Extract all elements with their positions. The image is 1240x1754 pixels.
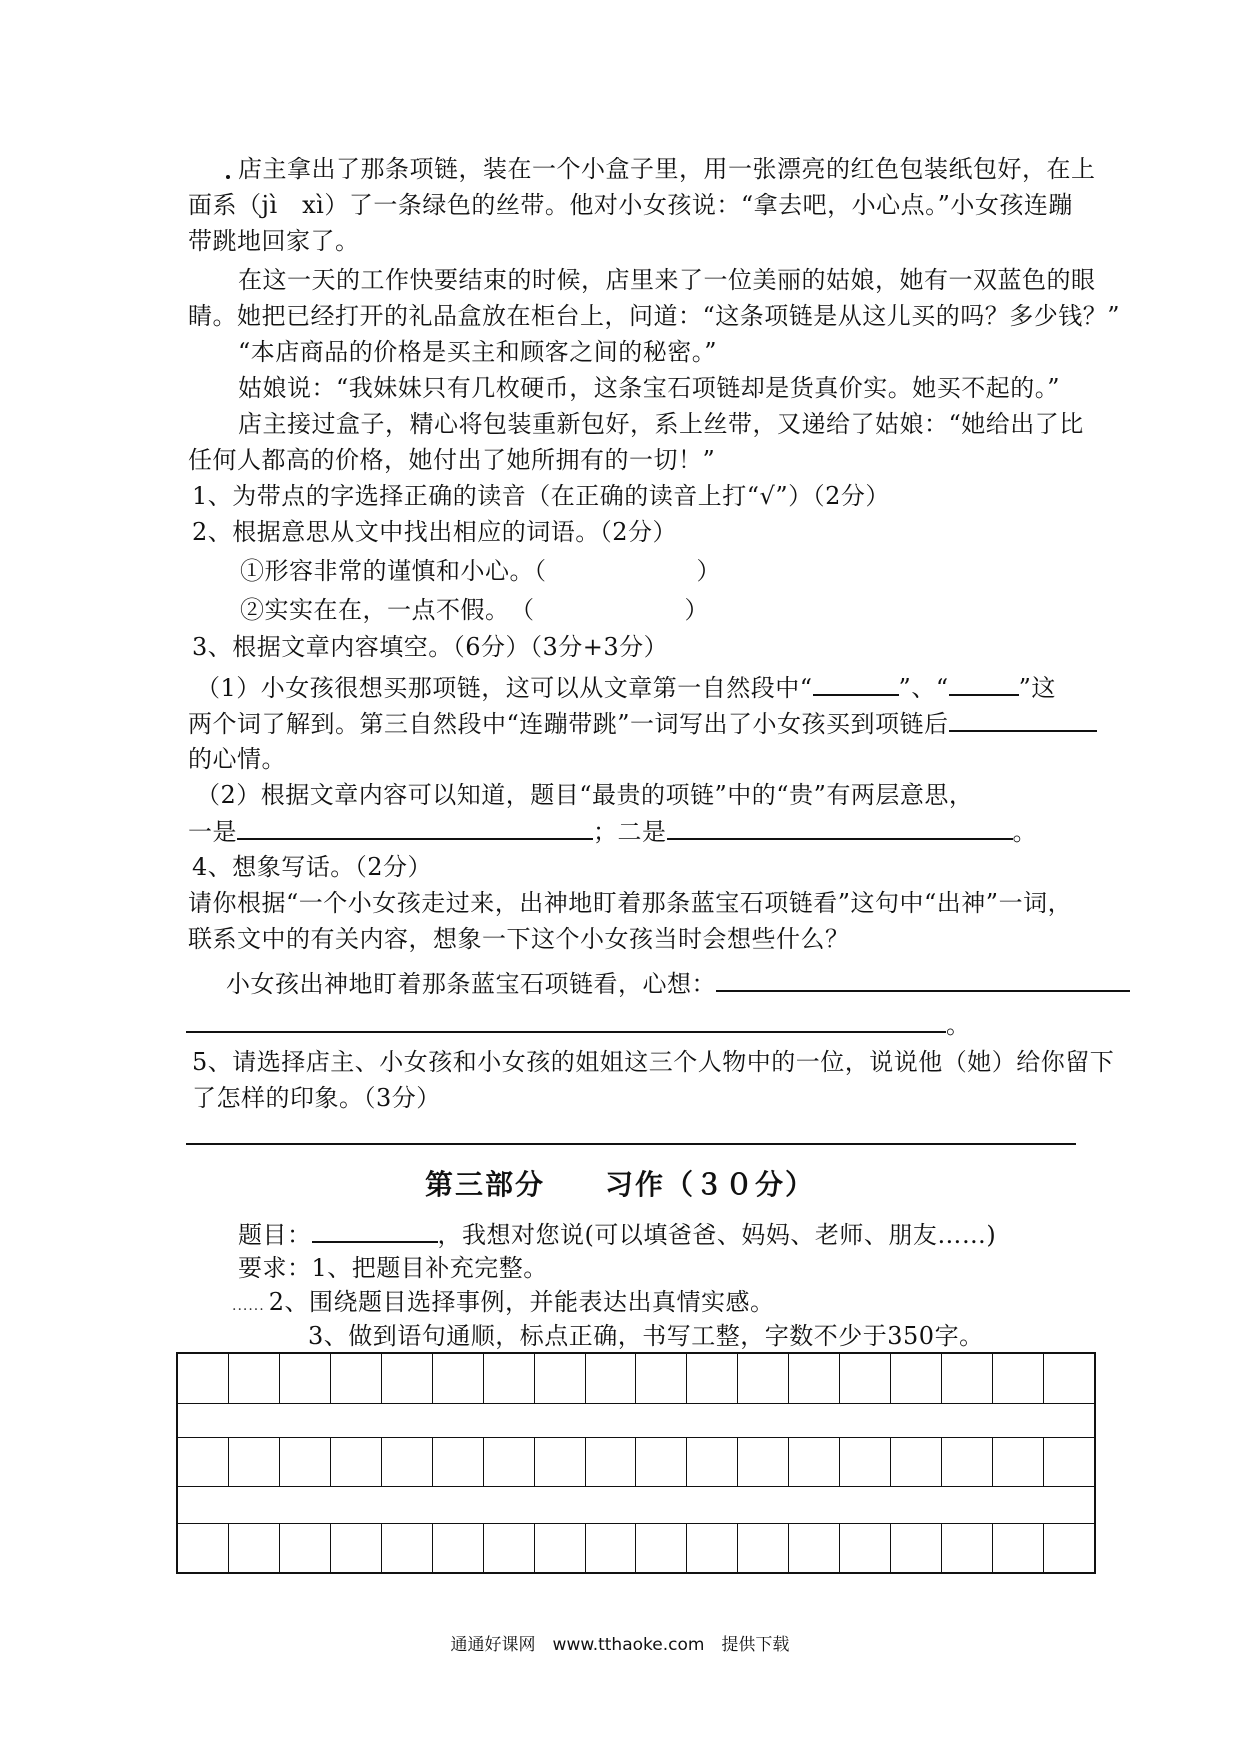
grid-line: [178, 1403, 1094, 1404]
grid-cell[interactable]: [891, 1437, 942, 1486]
grid-cell[interactable]: [942, 1437, 993, 1486]
essay-topic-blank[interactable]: [312, 1217, 438, 1243]
grid-cell[interactable]: [229, 1437, 280, 1486]
question-4-line2: 联系文中的有关内容，想象一下这个小女孩当时会想些什么？: [188, 925, 850, 953]
question-2a-close: ）: [696, 557, 721, 585]
essay-topic-label: 题目：: [238, 1221, 312, 1249]
essay-topic-rest: ，我想对您说(可以填爸爸、妈妈、老师、朋友……): [437, 1221, 997, 1249]
question-3-1-text-a: （1）小女孩很想买那项链，这可以从文章第一自然段中“: [196, 674, 813, 702]
grid-cell[interactable]: [382, 1523, 433, 1572]
grid-cell[interactable]: [993, 1354, 1044, 1403]
passage-p1-line3: 带跳地回家了。: [188, 227, 360, 255]
grid-cell[interactable]: [891, 1523, 942, 1572]
question-5-line2: 了怎样的印象。（3分）: [192, 1084, 441, 1112]
grid-cell[interactable]: [433, 1437, 484, 1486]
grid-cell[interactable]: [687, 1523, 738, 1572]
grid-cell[interactable]: [687, 1437, 738, 1486]
grid-cell[interactable]: [789, 1354, 840, 1403]
grid-cell[interactable]: [738, 1437, 789, 1486]
question-3-2-blank-2[interactable]: [667, 814, 1013, 840]
grid-cell[interactable]: [484, 1437, 535, 1486]
grid-row-2: [178, 1437, 1094, 1486]
question-3-2-text-two: ；二是: [593, 818, 667, 846]
grid-cell[interactable]: [840, 1354, 891, 1403]
question-3-2-text-one: 一是: [188, 818, 237, 846]
question-3-1-blank-3[interactable]: [949, 706, 1097, 732]
question-3-2-line2: [188, 814, 1128, 849]
grid-cell[interactable]: [382, 1354, 433, 1403]
footer-credit: 通通好课网 www.tthaoke.com 提供下载: [450, 1635, 790, 1655]
grid-cell[interactable]: [993, 1523, 1044, 1572]
essay-requirement-3: 3、做到语句通顺，标点正确，书写工整，字数不少于350字。: [308, 1322, 984, 1350]
requirement-dots: ......: [232, 1298, 265, 1314]
grid-cell[interactable]: [535, 1437, 586, 1486]
question-3-2-line1: （2）根据文章内容可以知道，题目“最贵的项链”中的“贵”有两层意思，: [196, 781, 974, 809]
question-3-1-line1: [196, 670, 1136, 705]
question-3-1-blank-2[interactable]: [949, 670, 1019, 696]
question-4-prompt: 小女孩出神地盯着那条蓝宝石项链看，心想：: [226, 970, 716, 998]
question-3-1-line2: [188, 706, 1128, 741]
question-3-1-line3: 的心情。: [188, 745, 286, 773]
grid-cell[interactable]: [535, 1354, 586, 1403]
grid-cell[interactable]: [535, 1523, 586, 1572]
grid-cell[interactable]: [687, 1354, 738, 1403]
grid-cell[interactable]: [433, 1523, 484, 1572]
grid-cell[interactable]: [586, 1523, 637, 1572]
question-4-line1: 请你根据“一个小女孩走过来，出神地盯着那条蓝宝石项链看”这句中“出神”一词，: [188, 889, 1073, 917]
grid-cell[interactable]: [891, 1354, 942, 1403]
passage-p4: 姑娘说：“我妹妹只有几枚硬币，这条宝石项链却是货真价实。她买不起的。”: [238, 374, 1061, 402]
question-3-1-text-d: 两个词了解到。第三自然段中“连蹦带跳”一词写出了小女孩买到项链后: [188, 710, 949, 738]
grid-cell[interactable]: [738, 1523, 789, 1572]
grid-cell[interactable]: [178, 1523, 229, 1572]
question-2a: [240, 554, 1180, 588]
question-2b: [240, 593, 1180, 627]
grid-cell[interactable]: [331, 1523, 382, 1572]
question-5-line1: 5、请选择店主、小女孩和小女孩的姐姐这三个人物中的一位，说说他（她）给你留下: [192, 1048, 1115, 1076]
grid-cell[interactable]: [636, 1354, 687, 1403]
grid-row-3: [178, 1523, 1094, 1572]
question-3-2-blank-1[interactable]: [237, 814, 593, 840]
question-4-line4: [186, 1007, 1126, 1042]
passage-p5-line1: 店主接过盒子，精心将包装重新包好，系上丝带，又递给了姑娘：“她给出了比: [238, 410, 1084, 438]
grid-cell[interactable]: [484, 1354, 535, 1403]
grid-cell[interactable]: [636, 1523, 687, 1572]
grid-cell[interactable]: [993, 1437, 1044, 1486]
grid-line: [178, 1486, 1094, 1487]
grid-cell[interactable]: [484, 1523, 535, 1572]
essay-topic: [238, 1217, 1178, 1252]
grid-row-1: [178, 1354, 1094, 1403]
grid-cell[interactable]: [586, 1354, 637, 1403]
question-5-answer-line[interactable]: [186, 1143, 1076, 1145]
grid-cell[interactable]: [1044, 1523, 1094, 1572]
emphasis-dot: [226, 175, 230, 179]
essay-requirement-2: [232, 1285, 1172, 1323]
passage-p1-line1: 店主拿出了那条项链，装在一个小盒子里，用一张漂亮的红色包装纸包好，在上: [238, 155, 1096, 183]
grid-cell[interactable]: [229, 1354, 280, 1403]
question-4-line3: [226, 966, 1166, 1001]
question-4-period: 。: [946, 1011, 971, 1039]
question-3-2-period: 。: [1012, 818, 1037, 846]
question-4-blank-2[interactable]: [186, 1007, 946, 1033]
grid-cell[interactable]: [178, 1437, 229, 1486]
grid-cell[interactable]: [789, 1437, 840, 1486]
question-2b-text: ②实实在在，一点不假。 （: [240, 596, 535, 624]
grid-cell[interactable]: [382, 1437, 433, 1486]
passage-p2-line1: 在这一天的工作快要结束的时候，店里来了一位美丽的姑娘，她有一双蓝色的眼: [238, 266, 1096, 294]
question-3-1-text-c: ”这: [1018, 674, 1056, 702]
essay-requirement-1: 要求：1、把题目补充完整。: [238, 1254, 548, 1282]
writing-grid[interactable]: [176, 1352, 1096, 1574]
question-2: 2、根据意思从文中找出相应的词语。（2分）: [192, 518, 678, 546]
grid-cell[interactable]: [433, 1354, 484, 1403]
section-3-title: 第三部分 习作（３０分）: [424, 1168, 815, 1201]
question-2a-text: ①形容非常的谨慎和小心。（: [240, 557, 547, 585]
grid-cell[interactable]: [586, 1437, 637, 1486]
question-2b-close: ）: [684, 596, 709, 624]
grid-cell[interactable]: [636, 1437, 687, 1486]
requirement-2-text: 2、围绕题目选择事例，并能表达出真情实感。: [268, 1288, 775, 1316]
grid-cell[interactable]: [331, 1354, 382, 1403]
grid-cell[interactable]: [840, 1437, 891, 1486]
grid-cell[interactable]: [942, 1354, 993, 1403]
question-4-blank-1[interactable]: [716, 966, 1130, 992]
grid-cell[interactable]: [1044, 1354, 1094, 1403]
grid-cell[interactable]: [738, 1354, 789, 1403]
grid-cell[interactable]: [1044, 1437, 1094, 1486]
question-3: 3、根据文章内容填空。（6分）（3分+3分）: [192, 633, 669, 661]
grid-cell[interactable]: [178, 1354, 229, 1403]
question-4: 4、想象写话。（2分）: [192, 853, 433, 881]
grid-cell[interactable]: [280, 1523, 331, 1572]
question-1: 1、为带点的字选择正确的读音（在正确的读音上打“√”）（2分）: [192, 482, 890, 510]
grid-cell[interactable]: [229, 1523, 280, 1572]
grid-cell[interactable]: [280, 1354, 331, 1403]
passage-p2-line2: 睛。她把已经打开的礼品盒放在柜台上，问道：“这条项链是从这儿买的吗？多少钱？”: [188, 302, 1121, 330]
passage-p1-line2: 面系（jì xì）了一条绿色的丝带。他对小女孩说：“拿去吧，小心点。”小女孩连蹦: [188, 191, 1073, 219]
passage-p5-line2: 任何人都高的价格，她付出了她所拥有的一切！”: [188, 446, 716, 474]
grid-cell[interactable]: [789, 1523, 840, 1572]
question-3-1-text-b: ”、“: [898, 674, 949, 702]
grid-cell[interactable]: [942, 1523, 993, 1572]
passage-p3: “本店商品的价格是买主和顾客之间的秘密。”: [238, 338, 718, 366]
grid-cell[interactable]: [331, 1437, 382, 1486]
question-3-1-blank-1[interactable]: [813, 670, 899, 696]
grid-cell[interactable]: [280, 1437, 331, 1486]
grid-cell[interactable]: [840, 1523, 891, 1572]
